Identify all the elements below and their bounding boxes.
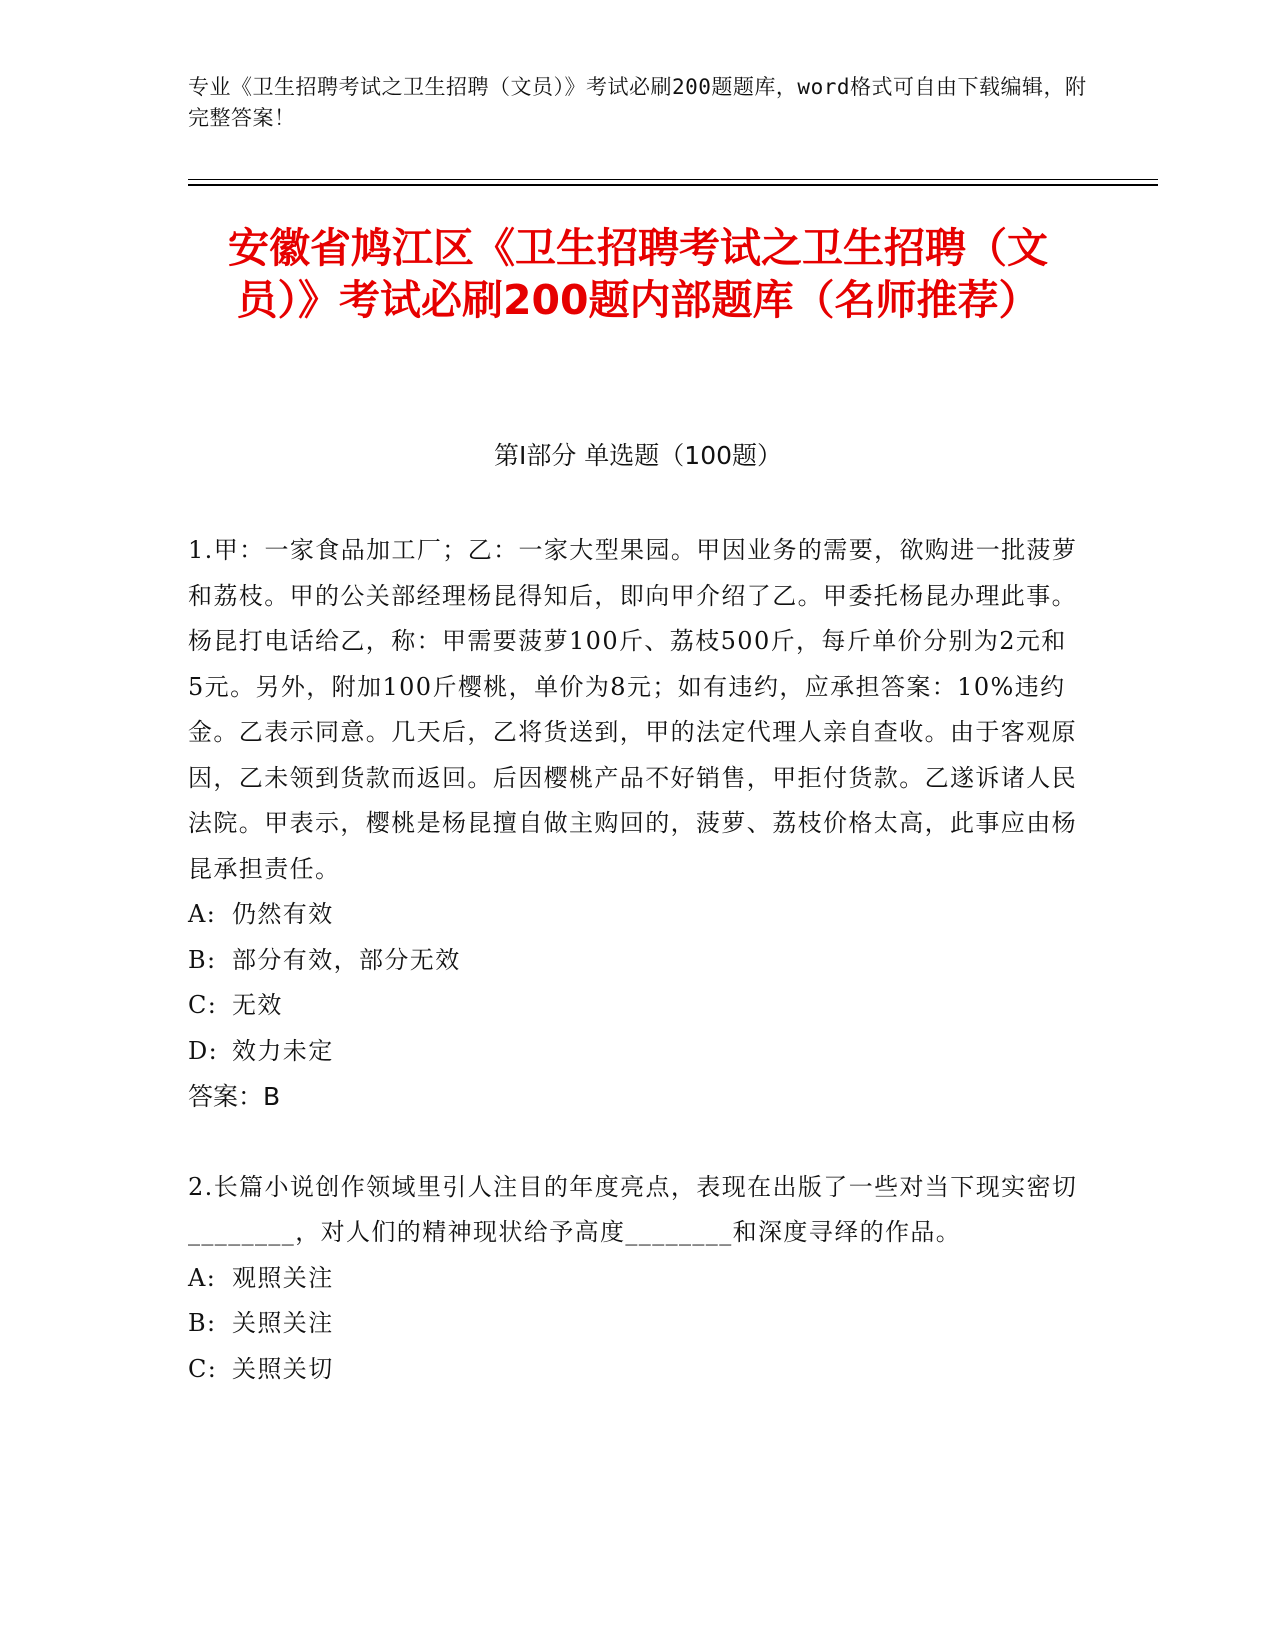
option-a	[188, 1256, 1078, 1302]
option-text: 仍然有效	[232, 900, 334, 928]
option-text: 观照关注	[232, 1263, 334, 1292]
option-letter: A:	[188, 1263, 217, 1292]
header-divider-thin	[188, 179, 1158, 180]
option-a	[188, 892, 1078, 938]
document-title: 安徽省鸠江区《卫生招聘考试之卫生招聘（文员）》考试必刷200题内部题库（名师推荐）	[228, 224, 1048, 324]
section-heading: 第I部分 单选题（100题）	[493, 441, 783, 470]
option-text: 效力未定	[232, 1036, 334, 1065]
option-text: 部分有效，部分无效	[232, 945, 461, 974]
question-list	[188, 528, 1078, 1392]
question-spacer	[188, 1120, 1078, 1165]
option-letter: C:	[188, 1354, 218, 1383]
question-text: 1.甲：一家食品加工厂；乙：一家大型果园。甲因业务的需要，欲购进一批菠萝和荔枝。甲的公关部经理杨昆得知后，即向甲介绍了乙。甲委托杨昆办理此事。杨昆打电话给乙，称：甲需要菠萝100斤、荔枝500斤，每斤单价分别为2元和5元。另外，附加100斤樱桃，单价为8元；如有违约，应承担答案：10%违约金。乙表示同意。几天后，乙将货送到，甲的法定代理人亲自查收。由于客观原因，乙未领到货款而返回。后因樱桃产品不好销售，甲拒付货款。乙遂诉诸人民法院。甲表示，樱桃是杨昆擅自做主购回的，菠萝、荔枝价格太高，此事应由杨昆承担责任。	[188, 536, 1078, 883]
option-letter: B:	[188, 1309, 217, 1337]
header-divider-thick	[188, 184, 1158, 186]
option-b	[188, 938, 1078, 984]
question-item	[188, 1165, 1078, 1393]
header-note: 专业《卫生招聘考试之卫生招聘（文员）》考试必刷200题题库，word格式可自由下载编辑，附完整答案！	[188, 75, 1087, 130]
option-letter: C:	[188, 991, 218, 1019]
option-letter: A:	[188, 900, 217, 928]
question-text: 2.长篇小说创作领域里引人注目的年度亮点，表现在出版了一些对当下现实密切________，对人们的精神现状给予高度________和深度寻绎的作品。	[188, 1172, 1078, 1246]
option-d	[188, 1029, 1078, 1075]
option-text: 关照关注	[232, 1309, 334, 1337]
option-letter: B:	[188, 945, 217, 974]
question-item	[188, 528, 1078, 1120]
option-c	[188, 983, 1078, 1029]
option-letter: D:	[188, 1036, 219, 1065]
option-b	[188, 1301, 1078, 1347]
option-c	[188, 1347, 1078, 1393]
answer-line: 答案：B	[188, 1082, 281, 1111]
option-text: 无效	[232, 991, 283, 1019]
option-text: 关照关切	[232, 1354, 334, 1383]
